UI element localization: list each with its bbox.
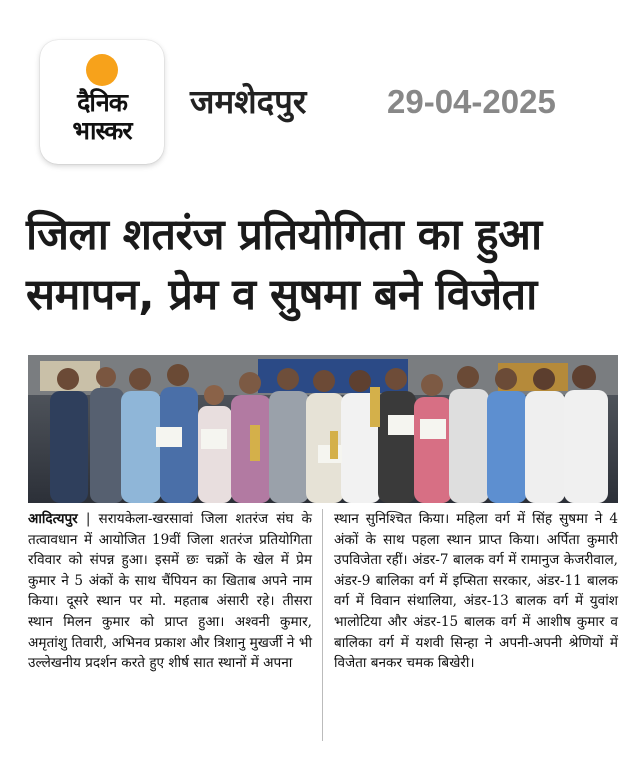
edition-city: जमशेदपुर	[190, 82, 307, 121]
article-text-2: स्थान सुनिश्चित किया। महिला वर्ग में सिंह सुषमा ने 4 अंकों के साथ पहला स्थान प्राप्त किया। अर्पिता कुमारी उपविजेता रहीं। अंडर-7 बालक वर्ग में रामानुज केजरीवाल, अंडर-9 बालिका वर्ग में इप्सिता सरकार, अंडर-11 बालक वर्ग में विवान संथालिया, अंडर-13 बालक वर्ग में युवांश भालोटिया और अंडर-15 बालक वर्ग में आशीष कुमार व बालिका वर्ग में यशवी सिन्हा ने अपनी-अपनी श्रेणियों में विजेता बनकर चमक बिखेरी।	[334, 511, 618, 672]
article-body	[28, 509, 618, 749]
logo-text-line2: भास्कर	[72, 116, 132, 145]
dainik-bhaskar-logo	[40, 40, 164, 164]
group-photo	[28, 355, 618, 503]
edition-date: 29-04-2025	[387, 83, 556, 120]
group-photo-illustration	[28, 355, 618, 503]
article-headline: जिला शतरंज प्रतियोगिता का हुआ समापन, प्रेम व सुषमा बने विजेता	[26, 210, 542, 320]
article-text-1: | सरायकेला-खरसावां जिला शतरंज संघ के तत्वावधान में आयोजित 19वीं जिला शतरंज प्रतियोगिता रविवार को संपन्न हुआ। इसमें छः चक्रों के खेल में प्रेम कुमार ने 5 अंकों के साथ चैंपियन का खिताब अपने नाम किया। दूसरे स्थान पर मो. महताब अंसारी रहे। तीसरा स्थान मिलन कुमार को प्राप्त हुआ। अश्वनी कुमार, अमृतांशु तिवारी, अभिनव प्रकाश और त्रिशानु मुखर्जी ने भी उल्लेखनीय प्रदर्शन करते हुए शीर्ष सात स्थानों में अपना	[28, 511, 312, 672]
article-column-1	[28, 509, 312, 674]
sun-logo-icon	[86, 54, 118, 86]
logo-text-line1: दैनिक	[77, 88, 127, 117]
column-divider	[322, 509, 323, 741]
article-column-2	[334, 509, 618, 674]
dateline: आदित्यपुर	[28, 511, 78, 527]
